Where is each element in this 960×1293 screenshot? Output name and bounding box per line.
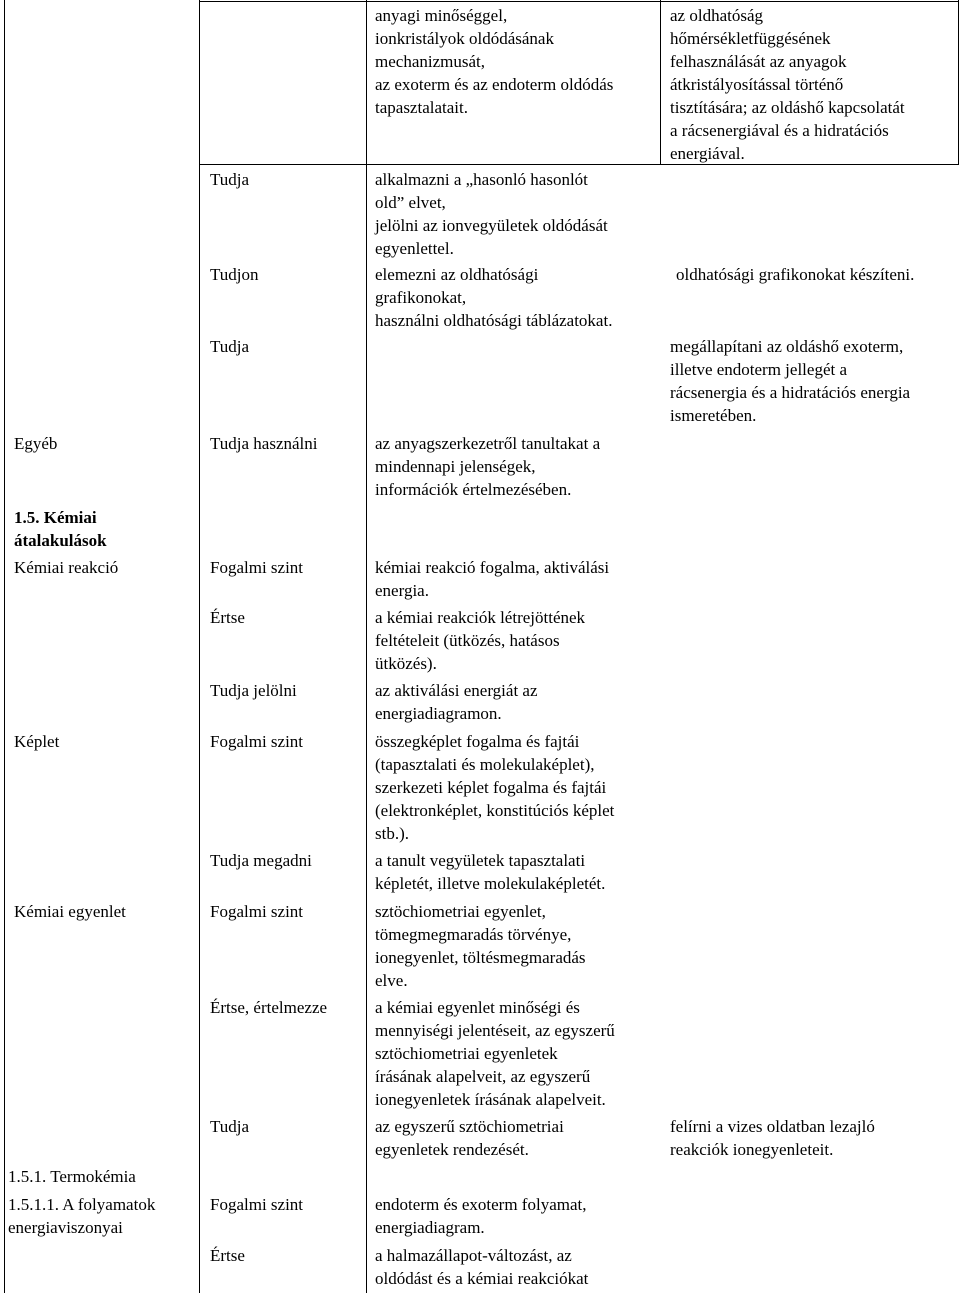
top-content: anyagi minőséggel, ionkristályok oldódásának mechanizmusát, az exoterm és az endoterm oldódás tapasztalatait. <box>375 6 614 117</box>
block1-text-1: alkalmazni a „hasonló hasonlót old” elvet, jelölni az ionvegyületek oldódását egyenlettel. <box>375 170 608 258</box>
table-top-border <box>199 1 959 2</box>
kemiai-egyenlet-verb-1: Fogalmi szint <box>210 902 304 921</box>
egyeb-label: Egyéb <box>14 434 58 453</box>
section-heading: 1.5. Kémiai átalakulások <box>14 508 107 550</box>
block1-verb-1: Tudja <box>210 170 250 189</box>
kemiai-reakcio-text-1: kémiai reakció fogalma, aktiválási energia. <box>375 558 610 600</box>
termokemia-verb-2: Értse <box>210 1246 245 1265</box>
kemiai-egyenlet-text-2: a kémiai egyenlet minőségi és mennyiségi jelentéseit, az egyszerű sztöchiometriai egyenletek írásának alapelveit, az egyszerű ionegyenletek írásának alapelveit. <box>375 998 615 1109</box>
kemiai-egyenlet-label: Kémiai egyenlet <box>14 902 126 921</box>
keplet-text-2: a tanult vegyületek tapasztalati képletét, illetve molekulaképletét. <box>375 851 606 893</box>
top-advanced: az oldhatóság hőmérsékletfüggésének felhasználását az anyagok átkristályosítással történő tisztítására; az oldáshő kapcsolatát a rácsenergiával és a hidratációs energiával. <box>670 6 905 163</box>
kemiai-egyenlet-text-1: sztöchiometriai egyenlet, tömegmegmaradás törvénye, ionegyenlet, töltésmegmaradás elve. <box>375 902 586 990</box>
egyeb-text: az anyagszerkezetről tanultakat a mindennapi jelenségek, információk értelmezésében. <box>375 434 601 499</box>
keplet-verb-2: Tudja megadni <box>210 851 312 870</box>
kemiai-reakcio-text-2: a kémiai reakciók létrejöttének feltételeit (ütközés, hatásos ütközés). <box>375 608 586 673</box>
column-divider-2 <box>366 0 367 1293</box>
block1-right-3: megállapítani az oldáshő exoterm, illetve endoterm jellegét a rácsenergia és a hidratációs energia ismeretében. <box>670 337 911 425</box>
termokemia-verb-1: Fogalmi szint <box>210 1195 304 1214</box>
kemiai-egyenlet-right-3: felírni a vizes oldatban lezajló reakciók ionegyenleteit. <box>670 1117 875 1159</box>
termokemia-text-2: a halmazállapot-változást, az oldódást és a kémiai reakciókat <box>375 1246 589 1288</box>
kemiai-reakcio-verb-1: Fogalmi szint <box>210 558 304 577</box>
termokemia-label: 1.5.1. Termokémia <box>8 1167 136 1186</box>
kemiai-egyenlet-text-3: az egyszerű sztöchiometriai egyenletek rendezését. <box>375 1117 564 1159</box>
kemiai-egyenlet-verb-2: Értse, értelmezze <box>210 998 328 1017</box>
block1-right-2: oldhatósági grafikonokat készíteni. <box>676 265 915 284</box>
kemiai-reakcio-text-3: az aktiválási energiát az energiadiagramon. <box>375 681 538 723</box>
block1-verb-2: Tudjon <box>210 265 259 284</box>
kemiai-reakcio-verb-3: Tudja jelölni <box>210 681 297 700</box>
termokemia-text-1: endoterm és exoterm folyamat, energiadiagram. <box>375 1195 587 1237</box>
kemiai-reakcio-label: Kémiai reakció <box>14 558 119 577</box>
keplet-label: Képlet <box>14 732 60 751</box>
block1-text-2: elemezni az oldhatósági grafikonokat, használni oldhatósági táblázatokat. <box>375 265 613 330</box>
kemiai-reakcio-verb-2: Értse <box>210 608 245 627</box>
column-divider-1 <box>199 0 200 1293</box>
keplet-verb-1: Fogalmi szint <box>210 732 304 751</box>
keplet-text-1: összegképlet fogalma és fajtái (tapasztalati és molekulaképlet), szerkezeti képlet fogalma és fajtái (elektronképlet, konstitúciós képlet stb.). <box>375 732 615 843</box>
energiaviszonyai-label: 1.5.1.1. A folyamatok energiaviszonyai <box>8 1195 156 1237</box>
table-right-border <box>958 0 959 164</box>
kemiai-egyenlet-verb-3: Tudja <box>210 1117 250 1136</box>
egyeb-verb: Tudja használni <box>210 434 318 453</box>
column-divider-3 <box>660 0 661 164</box>
block1-verb-3: Tudja <box>210 337 250 356</box>
table-left-border <box>4 0 5 1293</box>
